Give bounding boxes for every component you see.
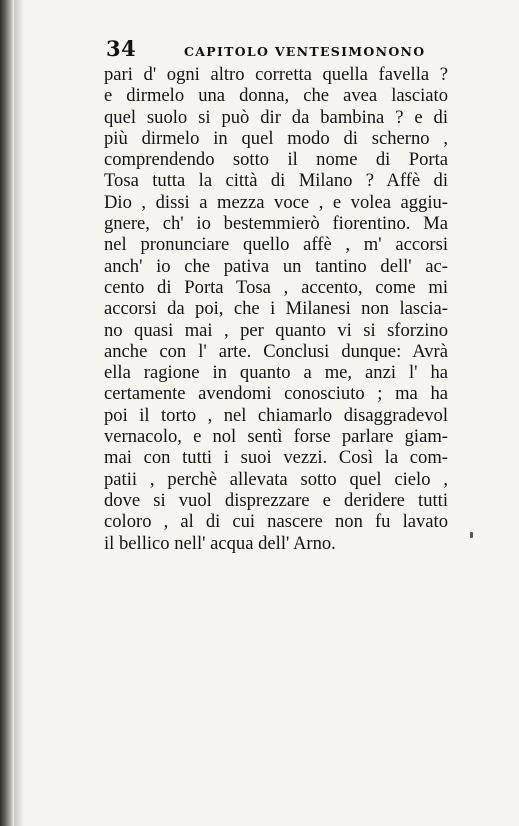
text-line: no quasi mai , per quanto vi si sforzino (104, 319, 448, 341)
text-line: più dirmelo in quel modo di scherno , (104, 127, 448, 149)
text-line: patii , perchè allevata sotto quel cielo , (104, 468, 448, 490)
text-line-last: il bellico nell' acqua dell' Arno. (104, 532, 336, 554)
text-line: pari d' ogni altro corretta quella favella ? (104, 64, 448, 85)
text-line: e dirmelo una donna, che avea lasciato (104, 85, 448, 107)
text-line: mai con tutti i suoi vezzi. Così la com- (104, 447, 448, 469)
page-number: 34 (106, 36, 137, 61)
paper-speck (470, 532, 473, 538)
binding-shadow (0, 0, 14, 826)
text-line: coloro , al di cui nascere non fu lavato (104, 511, 448, 533)
text-line: Tosa tutta la città di Milano ? Affè di (104, 170, 448, 192)
text-line: comprendendo sotto il nome di Porta (104, 149, 448, 171)
text-line: certamente avendomi conosciuto ; ma ha (104, 383, 448, 405)
text-line: Dio , dissi a mezza voce , e volea aggiu- (104, 191, 448, 213)
page-header (106, 36, 486, 62)
body-text (104, 64, 448, 554)
text-line: gnere, ch' io bestemmierò fiorentino. Ma (104, 213, 448, 235)
text-line: nel pronunciare quello affè , m' accorsi (104, 234, 448, 256)
text-line: cento di Porta Tosa , accento, come mi (104, 276, 448, 298)
text-line: quel suolo si può dir da bambina ? e di (104, 106, 448, 128)
text-line: poi il torto , nel chiamarlo disaggradevol (104, 404, 448, 426)
text-line: ella ragione in quanto a me, anzi l' ha (104, 362, 448, 384)
text-line: accorsi da poi, che i Milanesi non lascia- (104, 298, 448, 320)
text-line: dove si vuol disprezzare e deridere tutti (104, 489, 448, 511)
running-head: CAPITOLO VENTESIMONONO (184, 44, 426, 59)
text-line: anch' io che pativa un tantino dell' ac- (104, 255, 448, 277)
binding-shadow-fade (14, 0, 24, 826)
text-line: anche con l' arte. Conclusi dunque: Avrà (104, 340, 448, 362)
text-line: vernacolo, e nol sentì forse parlare giam- (104, 426, 448, 448)
